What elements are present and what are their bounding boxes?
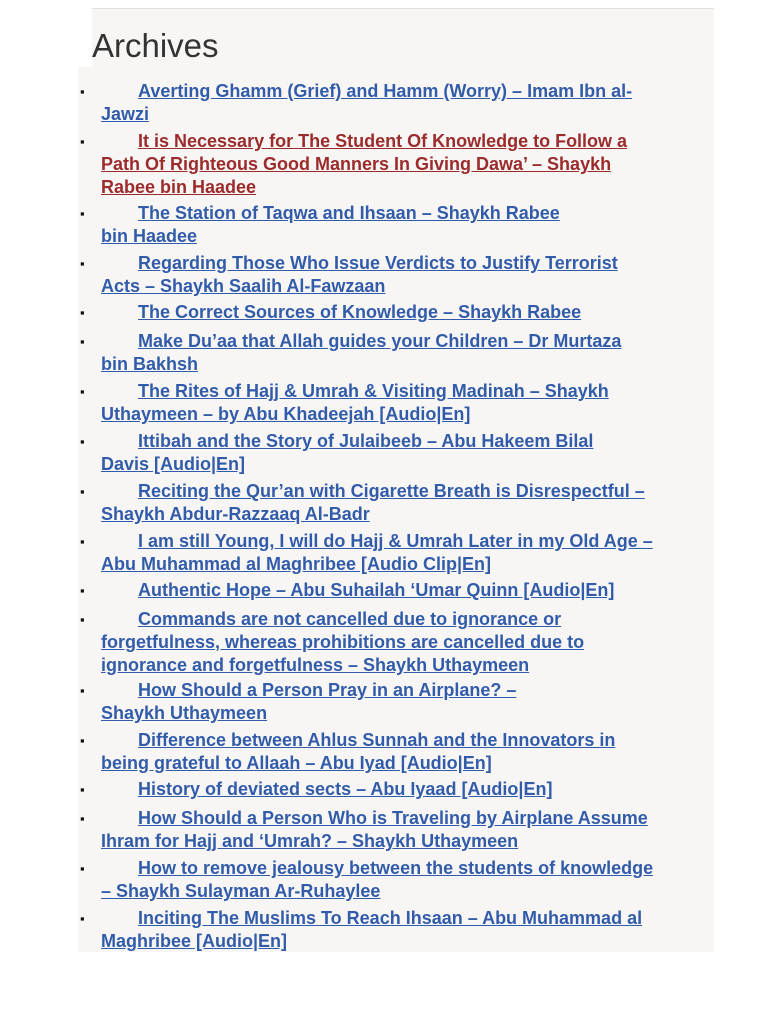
archive-link[interactable]: Authentic Hope – Abu Suhailah ‘Umar Quinn [Audio|En] [138, 580, 615, 600]
archive-link[interactable]: How Should a Person Pray in an Airplane? – Shaykh Uthaymeen [101, 680, 517, 723]
bullet-icon: ▪ [80, 683, 85, 698]
bullet-icon: ▪ [80, 484, 85, 499]
bullet-icon: ▪ [80, 434, 85, 449]
archives-heading: Archives [92, 27, 219, 64]
bullet-icon: ▪ [80, 861, 85, 876]
archive-link[interactable]: How to remove jealousy between the students of knowledge – Shaykh Sulayman Ar-Ruhaylee [101, 858, 654, 901]
bullet-icon: ▪ [80, 811, 85, 826]
bullet-icon: ▪ [80, 305, 85, 320]
bullet-icon: ▪ [80, 384, 85, 399]
bullet-icon: ▪ [80, 534, 85, 549]
archives-list-panel [78, 67, 714, 952]
archive-link[interactable]: Inciting The Muslims To Reach Ihsaan – Abu Muhammad al Maghribee [Audio|En] [101, 908, 643, 951]
archive-link[interactable]: The Station of Taqwa and Ihsaan – Shaykh Rabee bin Haadee [101, 203, 560, 246]
archive-link[interactable]: I am still Young, I will do Hajj & Umrah Later in my Old Age – Abu Muhammad al Maghribee [Audio Clip|En] [101, 531, 653, 574]
archive-link[interactable]: History of deviated sects – Abu Iyaad [Audio|En] [138, 779, 553, 799]
archive-link[interactable]: The Correct Sources of Knowledge – Shaykh Rabee [138, 302, 582, 322]
bullet-icon: ▪ [80, 583, 85, 598]
bullet-icon: ▪ [80, 206, 85, 221]
archive-link[interactable]: Ittibah and the Story of Julaibeeb – Abu Hakeem Bilal Davis [Audio|En] [101, 431, 594, 474]
bullet-icon: ▪ [80, 256, 85, 271]
archive-link[interactable]: Difference between Ahlus Sunnah and the Innovators in being grateful to Allaah – Abu Iyad [Audio|En] [101, 730, 616, 773]
archive-link[interactable]: How Should a Person Who is Traveling by Airplane Assume Ihram for Hajj and ‘Umrah? – Shaykh Uthaymeen [101, 808, 648, 851]
bullet-icon: ▪ [80, 911, 85, 926]
archive-link[interactable]: Regarding Those Who Issue Verdicts to Justify Terrorist Acts – Shaykh Saalih Al-Fawzaan [101, 253, 618, 296]
archive-link[interactable]: Make Du’aa that Allah guides your Children – Dr Murtaza bin Bakhsh [101, 331, 622, 374]
archive-link[interactable]: Reciting the Qur’an with Cigarette Breath is Disrespectful – Shaykh Abdur-Razzaaq Al-Badr [101, 481, 645, 524]
bullet-icon: ▪ [80, 733, 85, 748]
bullet-icon: ▪ [80, 134, 85, 149]
archive-link[interactable]: The Rites of Hajj & Umrah & Visiting Madinah – Shaykh Uthaymeen – by Abu Khadeejah [Audio|En] [101, 381, 609, 424]
bullet-icon: ▪ [80, 84, 85, 99]
archive-link[interactable]: Averting Ghamm (Grief) and Hamm (Worry) – Imam Ibn al- Jawzi [101, 81, 633, 124]
archive-link[interactable]: It is Necessary for The Student Of Knowledge to Follow a Path Of Righteous Good Manners In Giving Dawa’ – Shaykh Rabee bin Haadee [101, 131, 628, 197]
bullet-icon: ▪ [80, 612, 85, 627]
bullet-icon: ▪ [80, 782, 85, 797]
archive-link[interactable]: Commands are not cancelled due to ignorance or forgetfulness, whereas prohibitions are cancelled due to ignorance and forgetfulness – Shaykh Uthaymeen [101, 609, 585, 675]
bullet-icon: ▪ [80, 334, 85, 349]
